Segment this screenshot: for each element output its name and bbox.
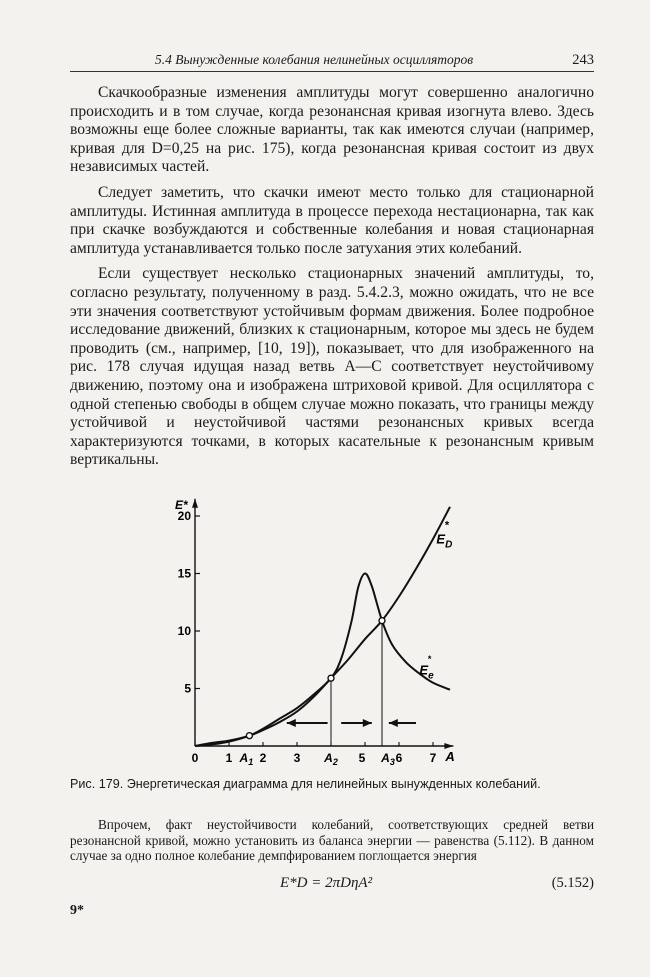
paragraph-2: Следует заметить, что скачки имеют место только для стационарной амплитуды. Истинная амплитуда в процессе перехода нестационарна, так как при скачке возбуждаются и собственные колебания и новая стационарная амплитуда устанавливается только после затухания этих колебаний. [70,183,594,257]
page-number: 243 [572,52,594,68]
stability-arrowhead-3 [389,719,398,727]
paragraph-1: Скачкообразные изменения амплитуды могут совершенно аналогично происходить и в том случае, когда резонансная кривая изогнута влево. Здесь возможны еще более сложные варианты, так как имеются случаи (например, кривая для D=0,25 на рис. 175), когда резонансная кривая состоит из двух независимых частей. [70,84,594,176]
intersection-point-1 [246,733,252,739]
y-axis-arrowhead [192,499,198,508]
paragraph-3: Если существует несколько стационарных значений амплитуды, то, согласно результату, полученному в разд. 5.4.2.3, можно ожидать, что не все эти значения соответствуют устойчивым формам движения. Более подробное исследование движений, близких к стационарным, которое мы здесь не будем проводить (см., например, [10, 19]), показывает, что для изображенного на рис. 178 случая идущая назад ветвь A—C соответствует неустойчивому движению, поэтому она и изображена штриховой кривой. Для осциллятора с одной степенью свободы в общем случае можно показать, что границы между устойчивой и неустойчивой частями резонансных кривых всегда характеризуются точками, в которых касательные к резонансным кривым вертикальны. [70,265,594,469]
running-header [70,52,594,72]
y-axis-label: E* [175,497,188,512]
x-special-label-A2: $A_2$ [324,751,338,767]
formula: E*D = 2πDηA² [280,875,373,891]
stability-arrowhead-2 [363,719,372,727]
body-text [70,84,594,477]
small-paragraph: Впрочем, факт неустойчивости колебаний, соответствующих средней ветви резонансной кривой, можно установить из баланса энергии — равенства (5.112). В данном случае за одно полное колебание демпфированием поглощается энергия [70,817,594,863]
small-text-block [70,817,594,864]
energy-diagram-figure [150,476,460,777]
series-line-ED [195,507,453,746]
series-line-Ee [195,573,450,746]
x-tick-label-7: 7 [429,751,437,765]
x-tick-label-2: 2 [259,751,267,765]
x-tick-label-1: 1 [225,751,233,765]
stability-arrowhead-1 [287,719,296,727]
energy-diagram-chart [150,476,460,772]
x-tick-label-0: 0 [191,751,199,765]
figure-caption: Рис. 179. Энергетическая диаграмма для нелинейных вынужденных колебаний. [70,777,541,791]
intersection-point-2 [328,675,334,681]
x-tick-label-6: 6 [395,751,403,765]
x-special-label-A1: $A_1$ [239,751,254,767]
x-tick-label-5: 5 [358,751,366,765]
x-special-label-A3: $A_3$ [381,751,395,767]
intersection-point-3 [379,618,385,624]
y-tick-label-5: 5 [184,681,191,696]
header-rule [70,71,594,72]
equation-number: (5.152) [551,875,594,891]
y-tick-label-10: 10 [177,624,191,638]
curve-label-ED: $E_D$ [436,531,453,551]
signature-mark: 9* [70,903,84,918]
y-tick-label-20: 20 [177,509,191,523]
curve-label-Ee: $E_e$ [419,662,434,682]
y-tick-label-15: 15 [177,566,191,581]
section-title: 5.4 Вынужденные колебания нелинейных осцилляторов [155,52,474,67]
curve-label-ED-star: * [444,519,450,532]
x-axis-label: A [445,749,455,764]
curve-label-Ee-star: * [427,654,432,665]
x-tick-label-3: 3 [293,751,301,765]
